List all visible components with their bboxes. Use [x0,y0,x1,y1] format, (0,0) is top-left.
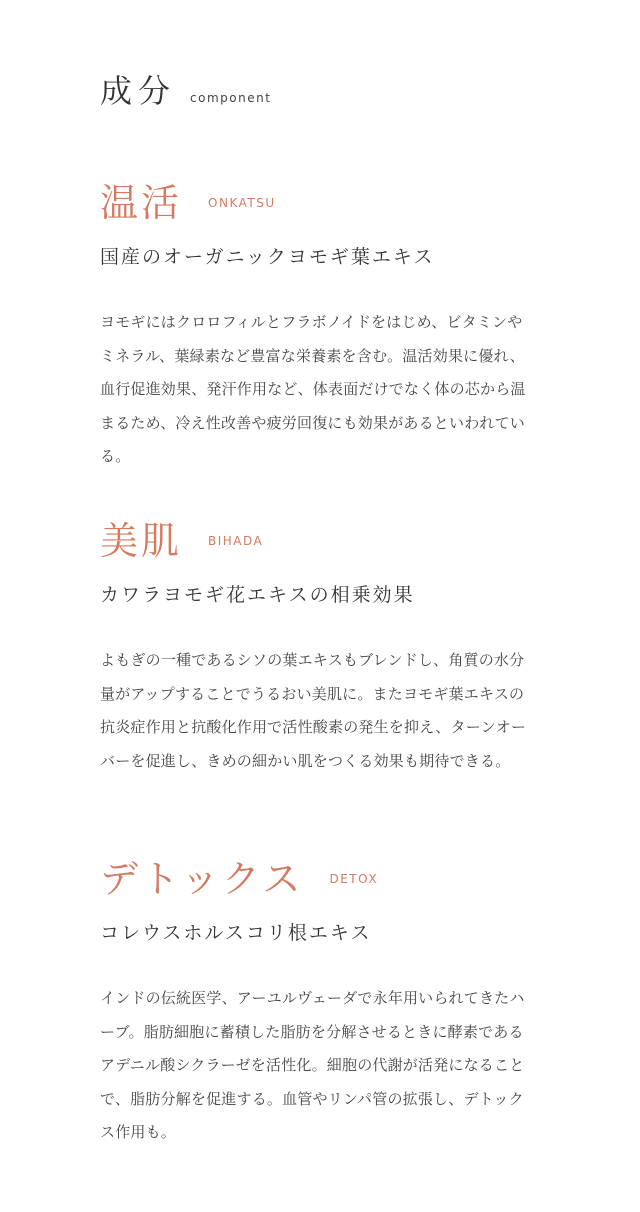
section-head [100,178,540,228]
section-subtitle: カワラヨモギ花エキスの相乗効果 [100,584,415,606]
page-title: 成分 [100,72,177,110]
section-bihada [100,516,540,778]
section-detox [100,854,540,1150]
page-header [100,66,271,112]
section-body: インドの伝統医学、アーユルヴェーダで永年用いられてきたハーブ。脂肪細胞に蓄積した脂肪を分解させるときに酵素であるアデニル酸シクラーゼを活性化。細胞の代謝が活発になることで、脂肪分解を促進する。血管やリンパ管の拡張し、デトックス作用も。 [100,989,525,1141]
section-title: 美肌 [100,519,183,563]
section-subtitle: 国産のオーガニックヨモギ葉エキス [100,246,435,268]
section-head [100,854,540,904]
page-subtitle: component [190,91,272,105]
section-head [100,516,540,566]
section-title: デトックス [100,857,304,901]
section-subtitle: コレウスホルスコリ根エキス [100,922,372,944]
section-en-label: ONKATSU [208,196,276,210]
section-en-label: BIHADA [208,534,264,548]
section-body: ヨモギにはクロロフィルとフラボノイドをはじめ、ビタミンやミネラル、葉緑素など豊富な栄養素を含む。温活効果に優れ、血行促進効果、発汗作用など、体表面だけでなく体の芯から温まるため、冷え性改善や疲労回復にも効果があるといわれている。 [100,313,526,465]
section-title: 温活 [100,181,183,225]
section-onkatsu [100,178,540,474]
section-en-label: DETOX [329,872,379,886]
section-body: よもぎの一種であるシソの葉エキスもブレンドし、角質の水分量がアップすることでうるおい美肌に。またヨモギ葉エキスの抗炎症作用と抗酸化作用で活性酸素の発生を抑え、ターンオーバーを促進し、きめの細かい肌をつくる効果も期待できる。 [100,651,527,770]
